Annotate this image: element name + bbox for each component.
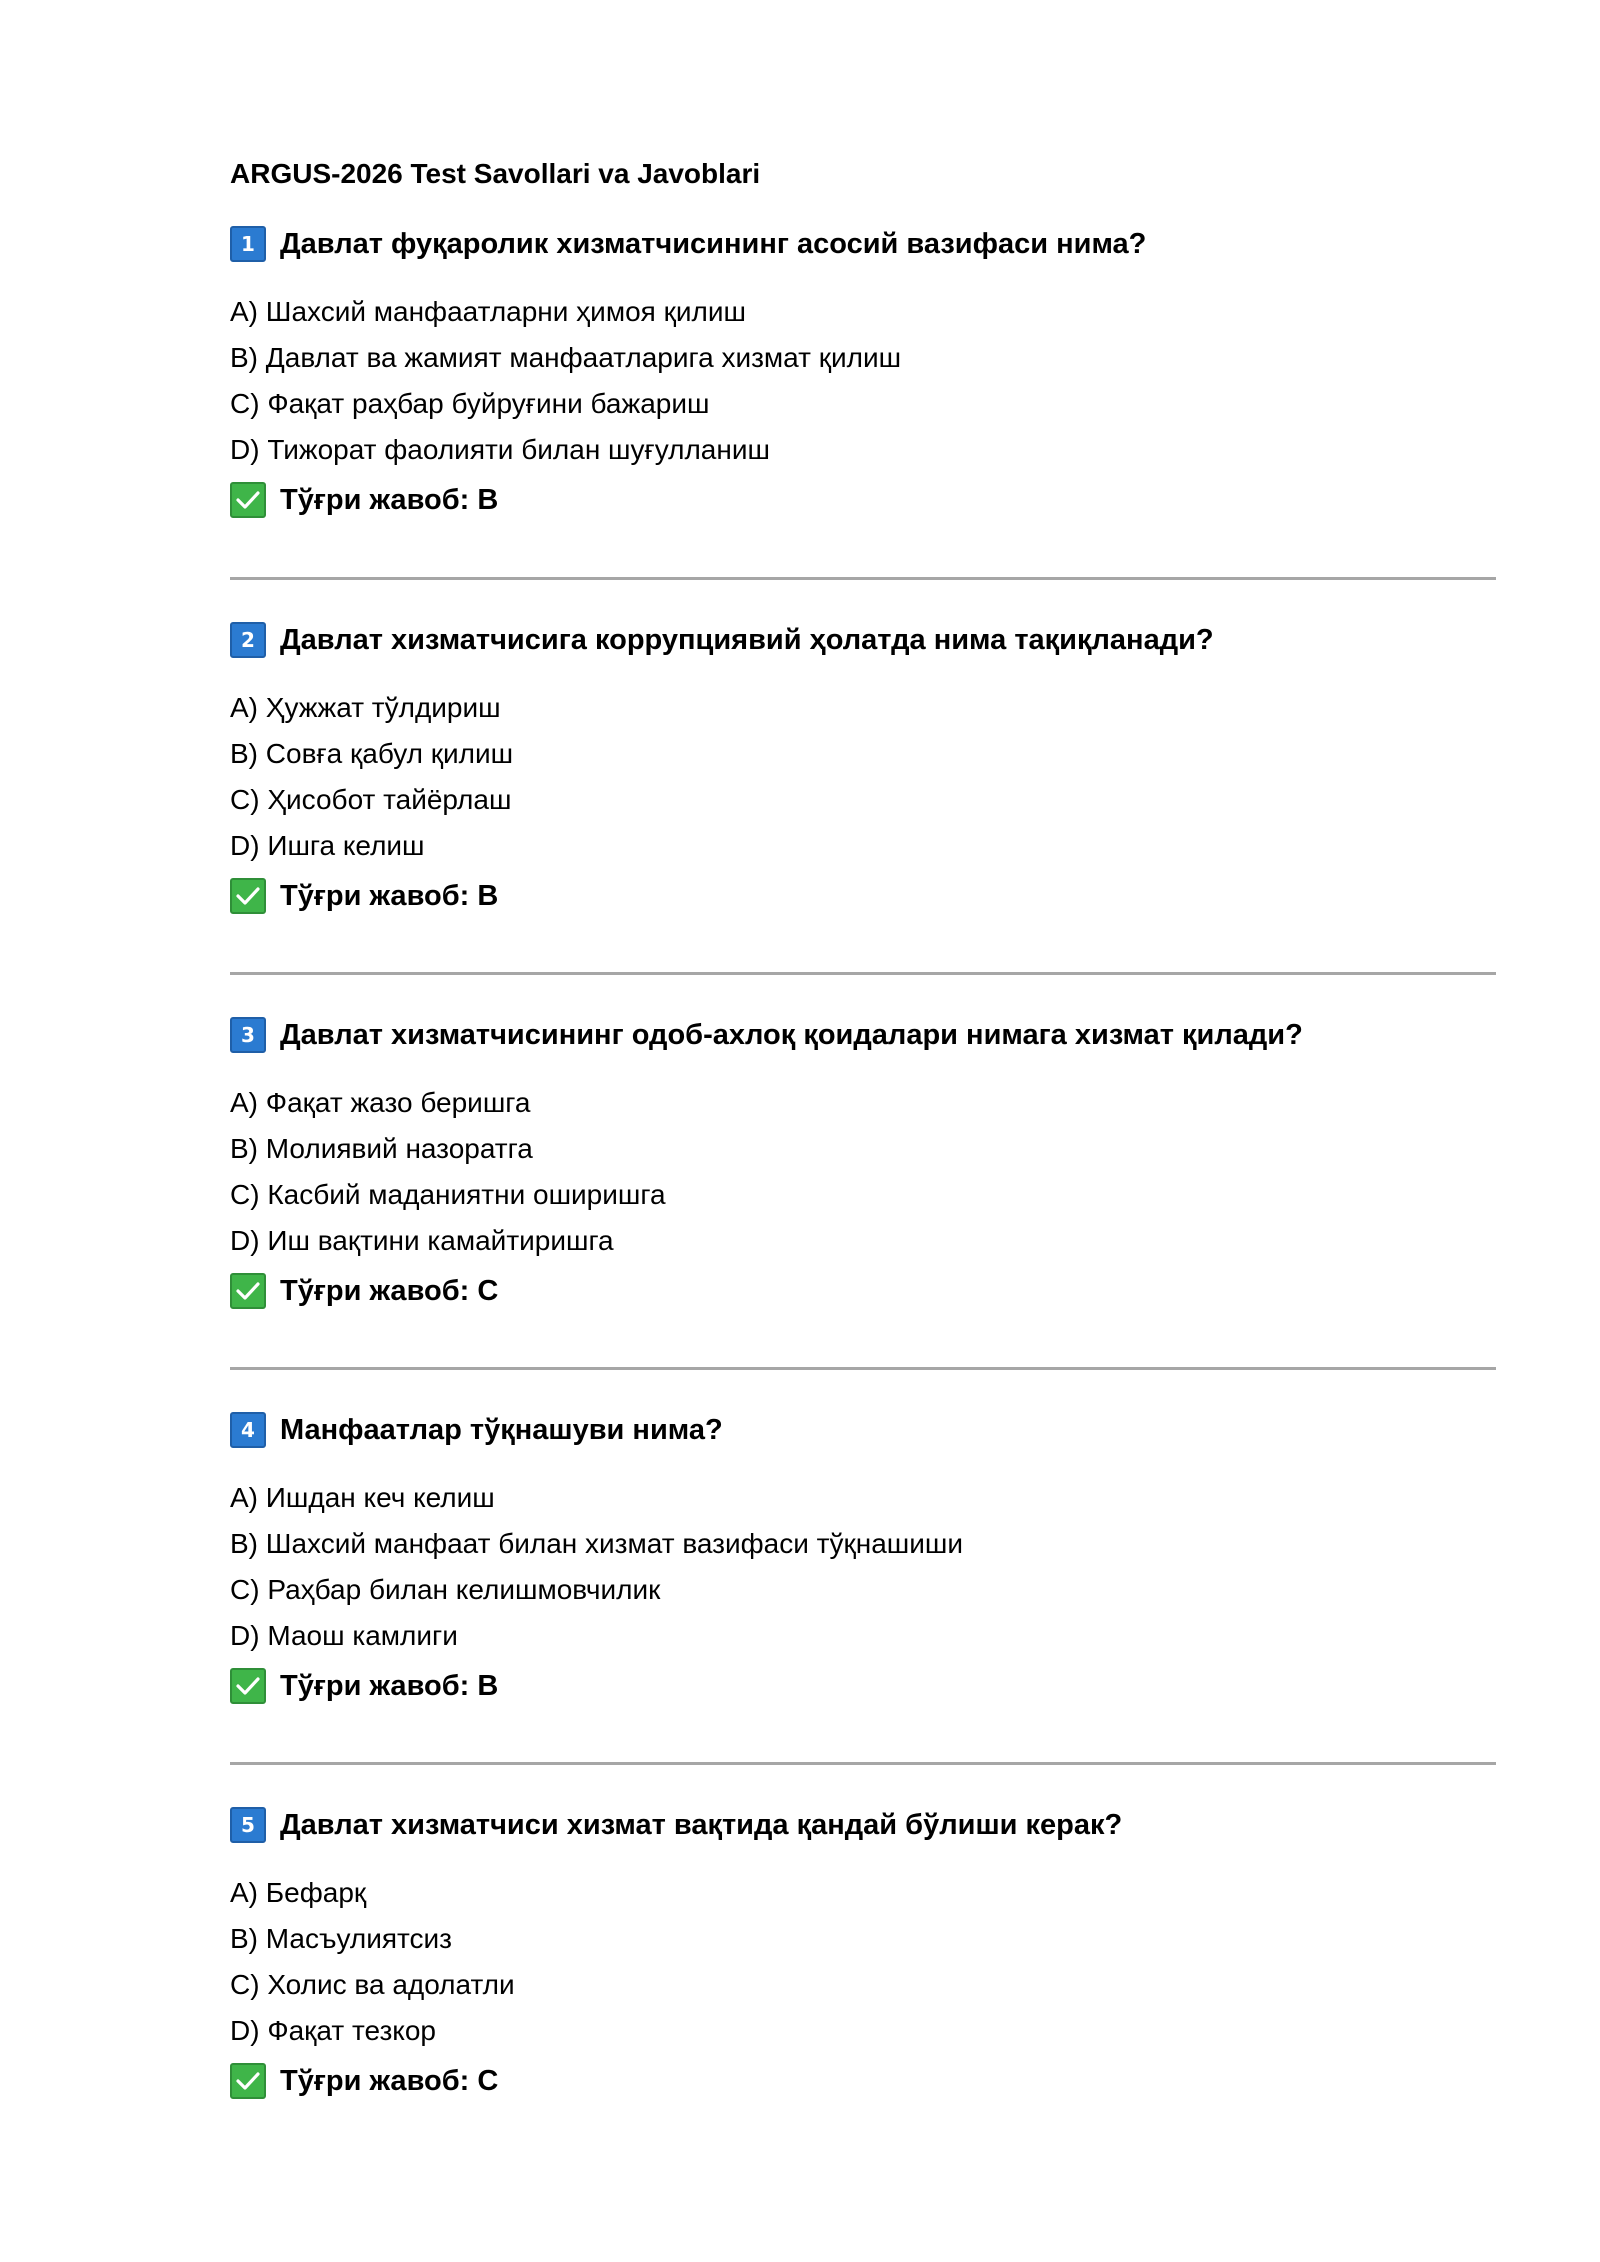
- check-mark-icon: [230, 482, 266, 518]
- option-d: D) Тижорат фаолияти билан шуғулланиш: [230, 434, 770, 465]
- question-text: Давлат хизматчисининг одоб-ахлоқ қоидалари нимага хизмат қилади?: [280, 1019, 1303, 1051]
- question-header: [230, 224, 1146, 264]
- option-c: C) Раҳбар билан келишмовчилик: [230, 1574, 661, 1605]
- correct-answer: [230, 1271, 498, 1311]
- number-badge-icon: 5: [230, 1807, 266, 1843]
- check-mark-icon: [230, 1273, 266, 1309]
- option-a: A) Ҳужжат тўлдириш: [230, 692, 501, 723]
- answer-text: Тўғри жавоб: B: [280, 484, 499, 516]
- option-b: B) Давлат ва жамият манфаатларига хизмат қилиш: [230, 342, 902, 373]
- question-header: [230, 1805, 1122, 1845]
- option-a: A) Шахсий манфаатларни ҳимоя қилиш: [230, 296, 746, 327]
- answer-text: Тўғри жавоб: C: [280, 2065, 499, 2097]
- option-c: C) Холис ва адолатли: [230, 1969, 515, 2000]
- answer-text: Тўғри жавоб: B: [280, 880, 499, 912]
- correct-answer: [230, 876, 498, 916]
- check-mark-icon: [230, 878, 266, 914]
- question-header: [230, 1015, 1303, 1055]
- answer-text: Тўғри жавоб: B: [280, 1670, 499, 1702]
- option-c: C) Ҳисобот тайёрлаш: [230, 784, 512, 815]
- question-header: [230, 1410, 723, 1450]
- number-badge-icon: 4: [230, 1412, 266, 1448]
- number-badge-icon: 3: [230, 1017, 266, 1053]
- question-header: [230, 620, 1214, 660]
- question-text: Давлат хизматчиси хизмат вақтида қандай бўлиши керак?: [280, 1809, 1123, 1841]
- check-mark-icon: [230, 1668, 266, 1704]
- check-mark-icon: [230, 2063, 266, 2099]
- option-a: A) Фақат жазо беришга: [230, 1087, 531, 1118]
- question-text: Манфаатлар тўқнашуви нима?: [280, 1414, 723, 1446]
- number-badge-icon: 2: [230, 622, 266, 658]
- option-b: B) Шахсий манфаат билан хизмат вазифаси тўқнашиши: [230, 1528, 963, 1559]
- option-b: B) Молиявий назоратга: [230, 1133, 533, 1164]
- option-b: B) Масъулиятсиз: [230, 1923, 453, 1954]
- option-c: C) Касбий маданиятни оширишга: [230, 1179, 666, 1210]
- correct-answer: [230, 1666, 498, 1706]
- option-a: A) Бефарқ: [230, 1877, 367, 1908]
- option-d: D) Иш вақтини камайтиришга: [230, 1225, 614, 1256]
- correct-answer: [230, 2061, 498, 2101]
- option-a: A) Ишдан кеч келиш: [230, 1482, 495, 1513]
- option-c: C) Фақат раҳбар буйруғини бажариш: [230, 388, 710, 419]
- question-text: Давлат хизматчисига коррупциявий ҳолатда нима тақиқланади?: [280, 624, 1214, 656]
- document-title: ARGUS-2026 Test Savollari va Javoblari: [230, 158, 761, 189]
- divider: [230, 577, 1496, 580]
- question-text: Давлат фуқаролик хизматчисининг асосий вазифаси нима?: [280, 228, 1147, 260]
- option-d: D) Маош камлиги: [230, 1620, 458, 1651]
- divider: [230, 1762, 1496, 1765]
- answer-text: Тўғри жавоб: C: [280, 1275, 499, 1307]
- option-d: D) Фақат тезкор: [230, 2015, 437, 2046]
- divider: [230, 972, 1496, 975]
- option-b: B) Совға қабул қилиш: [230, 738, 514, 769]
- number-badge-icon: 1: [230, 226, 266, 262]
- option-d: D) Ишга келиш: [230, 830, 425, 861]
- correct-answer: [230, 480, 498, 520]
- divider: [230, 1367, 1496, 1370]
